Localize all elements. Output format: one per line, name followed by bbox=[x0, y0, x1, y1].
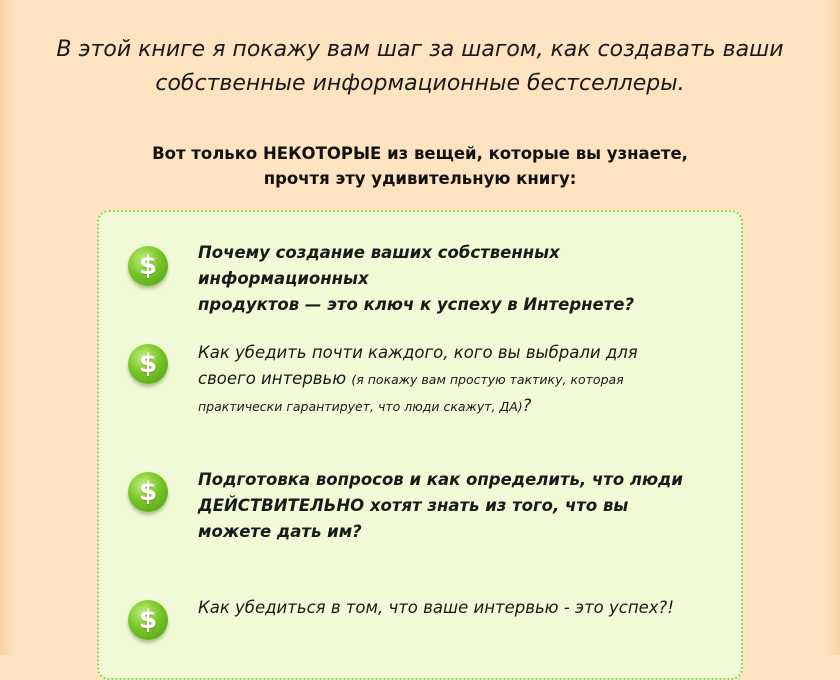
dollar-coin-icon: $ bbox=[128, 344, 168, 384]
intro-text bbox=[20, 33, 820, 101]
benefits-heading-line-1: Вот только НЕКОТОРЫЕ из вещей, которые вы узнаете, bbox=[152, 144, 688, 163]
list-item-text: Почему создание ваших собственных информационных продуктов — это ключ к успеху в Интернете? bbox=[198, 243, 635, 314]
benefits-heading-line-2: прочтя эту удивительную книгу: bbox=[263, 169, 577, 188]
dollar-coin-icon: $ bbox=[128, 246, 168, 286]
intro-line-2: собственные информационные бестселлеры. bbox=[155, 71, 685, 96]
list-item-text: Подготовка вопросов и как определить, что люди ДЕЙСТВИТЕЛЬНО хотят знать из того, что вы можете дать им? bbox=[198, 470, 683, 541]
intro-line-1: В этой книге я покажу вам шаг за шагом, как создавать ваши bbox=[56, 37, 784, 62]
dollar-coin-icon: $ bbox=[128, 600, 168, 640]
benefits-heading bbox=[20, 141, 820, 191]
list-item-text: Как убедить почти каждого, кого вы выбрали для своего интервью (я покажу вам простую тактику, которая практически гарантирует, что люди скажут, ДА)? bbox=[198, 343, 638, 415]
benefits-box bbox=[97, 210, 743, 680]
list-item-text: Как убедиться в том, что ваше интервью - это успех?! bbox=[198, 598, 674, 617]
dollar-coin-icon: $ bbox=[128, 472, 168, 512]
